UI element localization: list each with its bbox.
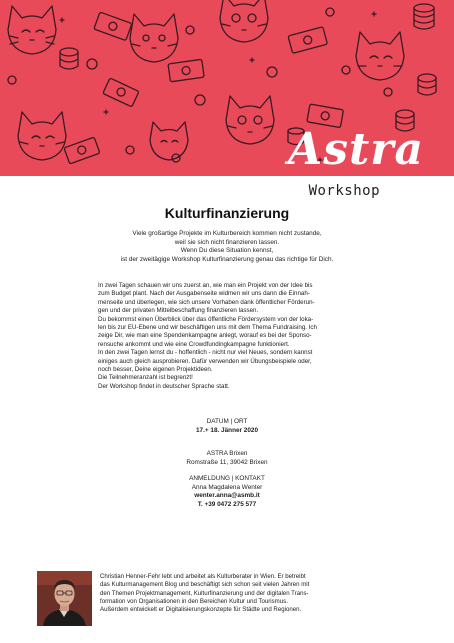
cat-icon: [356, 32, 404, 80]
intro-line: ist der zweitägige Workshop Kulturfinanzierung genau das richtige für Dich.: [120, 255, 334, 263]
bio-line: Christian Henner-Fehr lebt und arbeitet als Kulturberater in Wien. Er betreibt: [100, 573, 306, 580]
body-line: rensuche ankommt und wie eine Crowdfundingkampagne funktioniert.: [98, 340, 290, 348]
body-line: zeige Dir, wie man eine Spendenkampagne anlegt, worauf es bei der Sponso-: [98, 332, 312, 340]
body-line: gen und der privaten Mittelbeschaffung finanzieren lassen.: [98, 307, 259, 315]
contact-name: Anna Magdalena Wenter: [191, 483, 263, 491]
date-label: DATUM | ORT: [206, 418, 248, 425]
body-line: Du bekommst einen Überblick über das öffentliche Fördersystem von der loka-: [98, 315, 314, 323]
coin-stack-icon: [60, 48, 78, 69]
coin-stack-icon: [418, 74, 436, 95]
cat-icon: [130, 14, 178, 62]
cat-icon: [226, 96, 274, 144]
bio-line: das Kulturmanagement Blog und beschäftigt sich schon seit vielen Jahren mit: [100, 581, 310, 589]
page-title: Kulturfinanzierung: [164, 205, 290, 221]
speaker-portrait: [37, 571, 92, 626]
banknote-icon: [103, 78, 139, 107]
contact-section: [0, 475, 454, 509]
body-line: noch besser, Deine eigenen Projektideen.: [98, 366, 213, 374]
body-line: Der Workshop findet in deutscher Sprache statt.: [98, 382, 230, 390]
body-line: Die Teilnehmeranzahl ist begrenzt!: [98, 374, 193, 382]
cat-icon: [220, 0, 268, 42]
coin-stack-icon: [414, 4, 434, 29]
bio-line: Außerdem entwickelt er Digitalisierungskonzepte für Städte und Regionen.: [100, 606, 302, 614]
date-value: 17.+ 18. Jänner 2020: [196, 426, 258, 434]
body-line: In zwei Tagen schauen wir uns zuerst an, wie man ein Projekt von der Idee bis: [98, 282, 313, 289]
speaker-bio: [100, 573, 430, 614]
body-line: len bis zur EU-Ebene und wir beschäftigen uns mit dem Thema Fundraising. Ich: [98, 324, 317, 332]
description-text: [98, 282, 370, 391]
intro-line: weil sie sich nicht finanzieren lassen.: [174, 238, 280, 246]
date-section: [0, 418, 454, 435]
cat-icon: [18, 112, 66, 160]
speaker-photo: [37, 571, 92, 626]
venue-address: Romstraße 11, 39042 Brixen: [186, 458, 268, 466]
banknote-icon: [288, 27, 327, 54]
intro-line: Wenn Du diese Situation kennst,: [180, 247, 274, 255]
banknote-icon: [168, 59, 204, 82]
bio-line: den Themen Projektmanagement, Kulturfinanzierung und der digitalen Trans-: [100, 589, 309, 597]
venue-name: ASTRA Brixen: [206, 450, 248, 457]
body-line: menseite und überlegen, wie sich unsere Vorhaben dank öffentlicher Förderun-: [98, 298, 315, 306]
body-line: In den zwei Tagen lernst du - hoffentlich - nicht nur viel Neues, sondern kannst: [98, 349, 313, 357]
venue-section: [0, 450, 454, 467]
contact-email[interactable]: wenter.anna@asmb.it: [194, 492, 260, 500]
astra-logo: Astra: [288, 124, 424, 175]
intro-text: [40, 230, 414, 264]
contact-label: ANMELDUNG | KONTAKT: [189, 475, 265, 482]
event-type: Workshop: [308, 183, 380, 199]
header-banner: [0, 0, 454, 176]
cat-icon: [150, 122, 188, 160]
banknote-icon: [64, 137, 100, 164]
contact-phone[interactable]: T. +39 0472 275 577: [197, 500, 257, 508]
banknote-icon: [94, 12, 132, 41]
body-line: zum Budget plant. Nach der Ausgabenseite widmen wir uns dann die Einnah-: [98, 290, 310, 298]
body-line: einiges auch gleich ausprobieren. Dafür verwenden wir Übungsbeispiele oder,: [98, 357, 312, 365]
cat-icon: [8, 6, 56, 54]
bio-line: formation von Organisationen in den Bereichen Kultur und Tourismus.: [100, 597, 288, 605]
intro-line: Viele großartige Projekte im Kulturbereich kommen nicht zustande,: [132, 230, 322, 237]
